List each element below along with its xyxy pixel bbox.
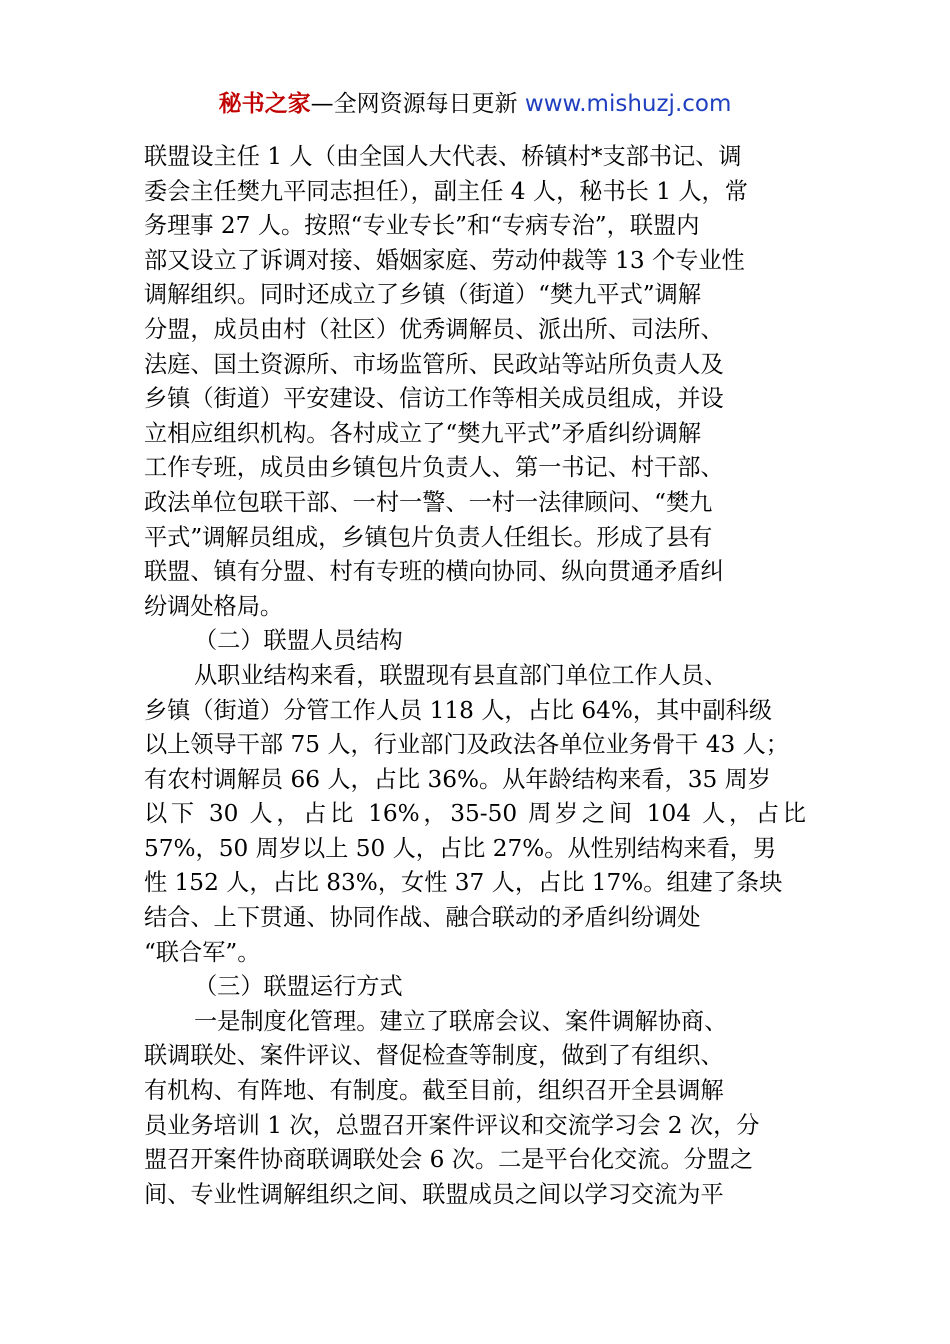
text-line: 务理事 27 人。按照“专业专长”和“专病专治”，联盟内 bbox=[144, 212, 700, 240]
page-header bbox=[0, 86, 950, 122]
text-line: 部又设立了诉调对接、婚姻家庭、劳动仲裁等 13 个专业性 bbox=[144, 246, 745, 274]
text-line: 有农村调解员 66 人，占比 36%。从年龄结构来看，35 周岁 bbox=[144, 765, 771, 793]
text-line: 委会主任樊九平同志担任），副主任 4 人，秘书长 1 人，常 bbox=[144, 177, 748, 205]
site-brand: 秘书之家 bbox=[218, 91, 311, 117]
text-line: 联调联处、案件评议、督促检查等制度，做到了有组织、 bbox=[144, 1042, 724, 1070]
text-line: 一是制度化管理。建立了联席会议、案件调解协商、 bbox=[194, 1007, 728, 1035]
text-line: 调解组织。同时还成立了乡镇（街道）“樊九平式”调解 bbox=[144, 281, 702, 309]
section-heading: （二）联盟人员结构 bbox=[194, 627, 403, 655]
site-tagline: —全网资源每日更新 bbox=[310, 91, 518, 117]
text-line: 以下 30 人，占比 16%，35-50 周岁之间 104 人，占比 bbox=[144, 800, 806, 828]
section-heading: （三）联盟运行方式 bbox=[194, 973, 403, 1001]
text-line: 乡镇（街道）分管工作人员 118 人，占比 64%，其中副科级 bbox=[144, 696, 773, 724]
text-line: 以上领导干部 75 人，行业部门及政法各单位业务骨干 43 人； bbox=[144, 731, 789, 759]
text-line: 纷调处格局。 bbox=[144, 592, 284, 620]
text-line: 工作专班，成员由乡镇包片负责人、第一书记、村干部、 bbox=[144, 454, 724, 482]
text-line: 盟召开案件协商联调联处会 6 次。二是平台化交流。分盟之 bbox=[144, 1146, 754, 1174]
document-body bbox=[144, 140, 806, 1212]
site-url-link[interactable]: www.mishuzj.com bbox=[524, 91, 732, 117]
text-line: 57%，50 周岁以上 50 人，占比 27%。从性别结构来看，男 bbox=[144, 834, 777, 862]
text-line: 分盟，成员由村（社区）优秀调解员、派出所、司法所、 bbox=[144, 315, 724, 343]
text-line: 乡镇（街道）平安建设、信访工作等相关成员组成，并设 bbox=[144, 385, 724, 413]
text-line: 立相应组织机构。各村成立了“樊九平式”矛盾纠纷调解 bbox=[144, 419, 702, 447]
text-line: 联盟设主任 1 人（由全国人大代表、桥镇村*支部书记、调 bbox=[144, 143, 742, 170]
text-line: 平式”调解员组成，乡镇包片负责人任组长。形成了县有 bbox=[144, 523, 713, 551]
text-line: 间、专业性调解组织之间、联盟成员之间以学习交流为平 bbox=[144, 1180, 724, 1208]
text-line: 法庭、国土资源所、市场监管所、民政站等站所负责人及 bbox=[144, 350, 724, 378]
text-line: 性 152 人，占比 83%，女性 37 人，占比 17%。组建了条块 bbox=[144, 869, 783, 897]
text-line: 员业务培训 1 次，总盟召开案件评议和交流学习会 2 次，分 bbox=[144, 1111, 760, 1139]
text-line: 有机构、有阵地、有制度。截至目前，组织召开全县调解 bbox=[144, 1077, 724, 1105]
text-line: “联合军”。 bbox=[144, 938, 261, 966]
text-line: 从职业结构来看，联盟现有县直部门单位工作人员、 bbox=[194, 661, 728, 689]
text-line: 结合、上下贯通、协同作战、融合联动的矛盾纠纷调处 bbox=[144, 904, 701, 932]
text-line: 政法单位包联干部、一村一警、一村一法律顾问、“樊九 bbox=[144, 488, 713, 516]
text-line: 联盟、镇有分盟、村有专班的横向协同、纵向贯通矛盾纠 bbox=[144, 558, 724, 586]
